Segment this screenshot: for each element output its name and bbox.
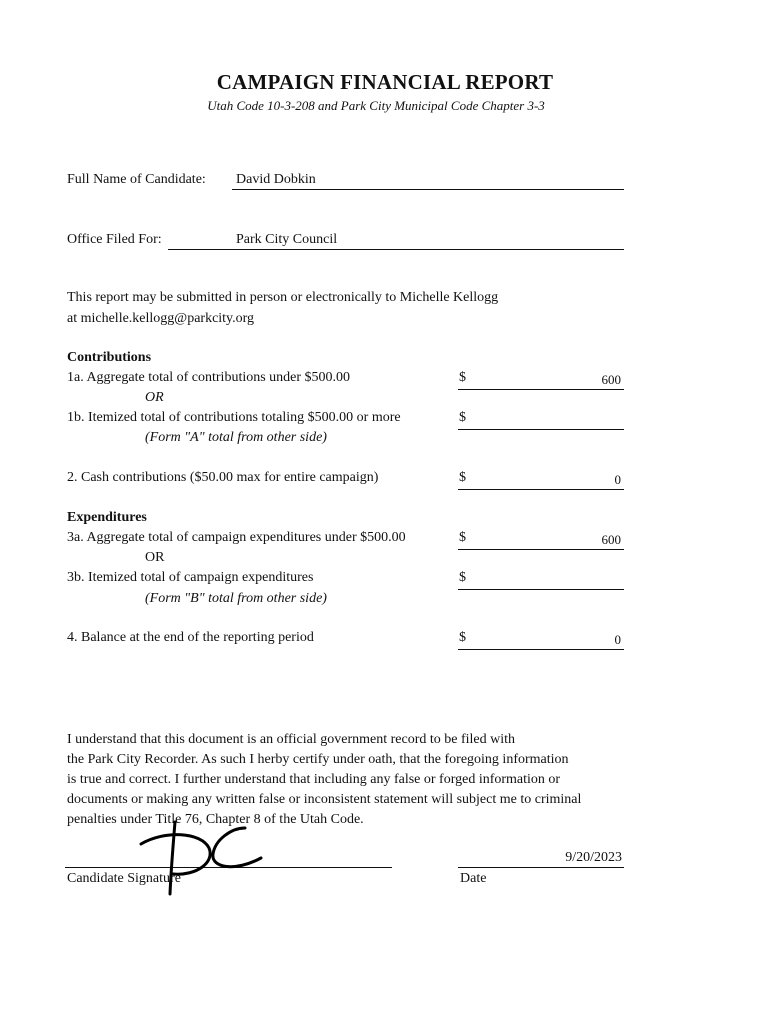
or-separator-1: OR [145,390,164,405]
certification-line: is true and correct. I further understand that including any false or forged information or [67,772,561,787]
item-1b-note: (Form "A" total from other side) [145,430,327,445]
item-4-amount-field[interactable] [458,630,624,650]
item-3a-label: 3a. Aggregate total of campaign expenditures under $500.00 [67,530,406,545]
item-1b-amount-field[interactable] [458,410,624,430]
item-1a-label: 1a. Aggregate total of contributions under $500.00 [67,370,351,385]
item-3b-currency: $ [459,570,466,585]
item-3a-amount-field[interactable] [458,530,624,550]
certification-line: documents or making any written false or inconsistent statement will subject me to criminal [67,792,582,807]
item-3b-note: (Form "B" total from other side) [145,591,327,606]
item-1a-value: 600 [601,372,621,387]
contributions-heading: Contributions [67,350,152,365]
item-4-label: 4. Balance at the end of the reporting period [67,630,314,645]
item-3a-value: 600 [601,532,621,547]
office-label: Office Filed For: [67,232,162,247]
submission-line-1: This report may be submitted in person or electronically to Michelle Kellogg [67,290,499,305]
item-1a-currency: $ [459,370,466,385]
date-line[interactable] [458,867,624,868]
or-separator-2: OR [145,550,165,565]
item-3a-currency: $ [459,530,466,545]
certification-paragraph [67,730,647,830]
item-1b-currency: $ [459,410,466,425]
item-1b-label: 1b. Itemized total of contributions totaling $500.00 or more [67,410,401,425]
date-value: 9/20/2023 [565,850,622,865]
item-4-currency: $ [459,630,466,645]
office-line [168,249,624,250]
item-2-currency: $ [459,470,466,485]
date-label: Date [460,871,487,886]
item-3b-label: 3b. Itemized total of campaign expenditures [67,570,314,585]
expenditures-heading: Expenditures [67,510,147,525]
item-2-value: 0 [614,472,621,487]
item-2-label: 2. Cash contributions ($50.00 max for entire campaign) [67,470,379,485]
signature-label: Candidate Signature [67,871,181,886]
certification-line: penalties under Title 76, Chapter 8 of the Utah Code. [67,812,364,827]
candidate-name-line [232,189,624,190]
item-3b-amount-field[interactable] [458,570,624,590]
submission-line-2: at michelle.kellogg@parkcity.org [67,311,255,326]
certification-line: I understand that this document is an official government record to be filed with [67,732,516,747]
candidate-name-value[interactable]: David Dobkin [236,172,316,187]
office-value[interactable]: Park City Council [236,232,338,247]
item-2-amount-field[interactable] [458,470,624,490]
candidate-name-label: Full Name of Candidate: [67,172,206,187]
item-4-value: 0 [614,632,621,647]
handwritten-signature [135,818,275,898]
report-subtitle: Utah Code 10-3-208 and Park City Municipal Code Chapter 3-3 [207,98,545,113]
certification-line: the Park City Recorder. As such I herby certify under oath, that the foregoing information [67,752,569,767]
item-1a-amount-field[interactable] [458,370,624,390]
report-title: CAMPAIGN FINANCIAL REPORT [216,70,554,94]
